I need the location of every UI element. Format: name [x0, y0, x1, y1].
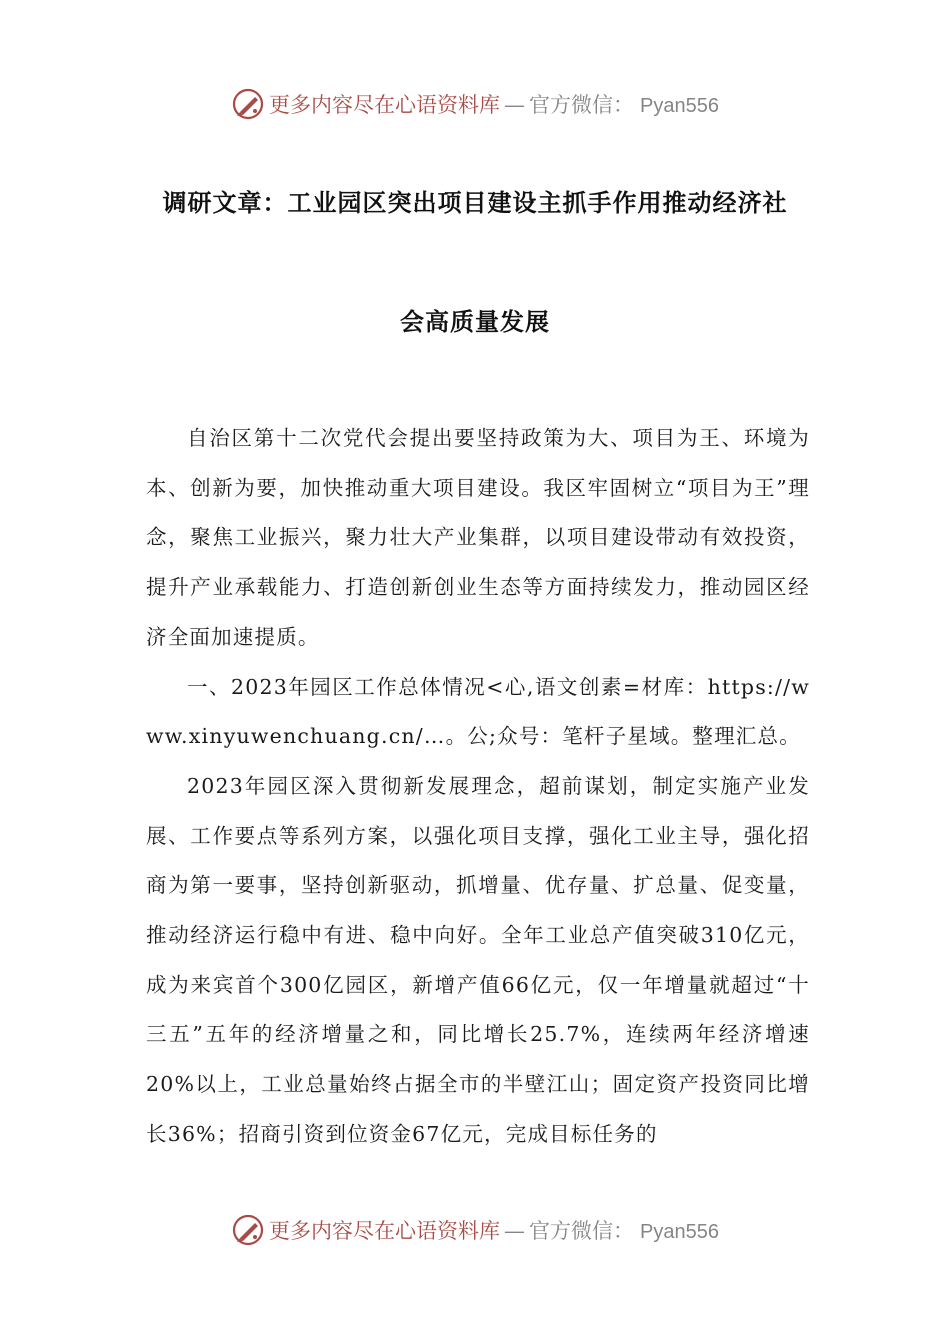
pen-logo-icon — [231, 87, 265, 121]
watermark-footer — [0, 1210, 950, 1250]
pen-logo-icon — [231, 1213, 265, 1247]
document-title-line-1: 调研文章：工业园区突出项目建设主抓手作用推动经济社 — [162, 188, 788, 217]
watermark-label: 官方微信： — [529, 1219, 635, 1243]
document-body — [146, 414, 810, 1160]
watermark-label: 官方微信： — [529, 93, 635, 117]
paragraph-section-heading: 一、2023年园区工作总体情况<心,语文创素=材库：https://www.xinyuwenchuang.cn/…。公;众号：笔杆子星域。整理汇总。 — [146, 674, 810, 749]
watermark-dash: — — [504, 1219, 526, 1243]
watermark-header — [0, 84, 950, 124]
watermark-wechat-id: Pyan556 — [640, 95, 719, 117]
watermark-wechat-id: Pyan556 — [640, 1221, 719, 1243]
watermark-main-text: 更多内容尽在心语资料库 — [269, 93, 501, 117]
watermark-dash: — — [504, 93, 526, 117]
document-title-line-2: 会高质量发展 — [400, 307, 550, 336]
paragraph-overview: 2023年园区深入贯彻新发展理念，超前谋划，制定实施产业发展、工作要点等系列方案，以强化项目支撑，强化工业主导，强化招商为第一要事，坚持创新驱动，抓增量、优存量、扩总量、促变量，推动经济运行稳中有进、稳中向好。全年工业总产值突破310亿元，成为来宾首个300亿园区，新增产值66亿元，仅一年增量就超过“十三五”五年的经济增量之和，同比增长25.7%，连续两年经济增速20%以上，工业总量始终占据全市的半壁江山；固定资产投资同比增长36%；招商引资到位资金67亿元，完成目标任务的 — [146, 773, 810, 1146]
watermark-main-text: 更多内容尽在心语资料库 — [269, 1219, 501, 1243]
paragraph-intro: 自治区第十二次党代会提出要坚持政策为大、项目为王、环境为本、创新为要，加快推动重大项目建设。我区牢固树立“项目为王”理念，聚焦工业振兴，聚力壮大产业集群，以项目建设带动有效投资，提升产业承载能力、打造创新创业生态等方面持续发力，推动园区经济全面加速提质。 — [146, 426, 810, 649]
